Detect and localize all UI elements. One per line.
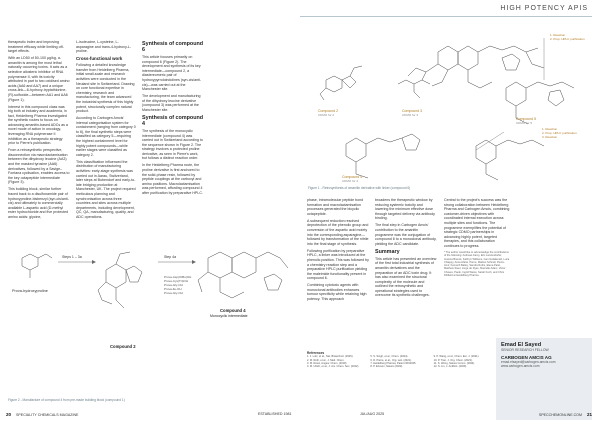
paragraph: In the Heidelberg Pharma route, the proline derivative is first anchored to the solid-phase resin, followed by peptide couplings at the carboxyl and amino positions. Macrolactamisation was performed, affording compound 4 after purification by preparative HPLC. bbox=[142, 163, 203, 196]
paragraph: Following a detailed knowledge transfer from Heidelberg Pharma, initial small-scale and research activities were conducted in the Neuland site in Switzerland. Drawing on core functional expertise in chemistry, research and manufacturing, the team advanced the industrial synthesis of this highly potent, structurally complex natural product. bbox=[76, 63, 135, 114]
figure-1-caption: Figure 1 - Retrosynthesis of amanitin derivative with linker (compound 6) bbox=[308, 186, 411, 190]
reference-item: 1. J. Lutz, et al., Nat. Biotechnol. (2025). bbox=[307, 355, 354, 359]
compound-4-label: Compound 4 bbox=[342, 175, 363, 179]
text-column-2 bbox=[76, 40, 136, 222]
figure-1-step-note-2b: 2. Prep. HPLC purification bbox=[542, 131, 577, 135]
amino-acid-label: Prova-Cys(Trt)OH bbox=[164, 279, 189, 283]
reference-item: 6. D. Pierre, et al., Org. Lett. (2021). bbox=[370, 358, 412, 362]
text-column-3 bbox=[142, 40, 204, 198]
section-heading: Cross-functional work bbox=[76, 56, 123, 62]
figure-1-structures bbox=[306, 28, 594, 188]
section-heading: Summary bbox=[375, 248, 400, 255]
magazine-name: SPECIALITY CHEMICALS MAGAZINE bbox=[16, 413, 79, 417]
arrow-step-2-head bbox=[192, 260, 196, 264]
paragraph: This classification influenced the distribution of manufacturing activities: early-stage synthesis was carried out in Aarau, Switzerland, later steps at Bubendorf and early-to-late bridging production at Manchester, UK. The project required meticulous planning and synchronisation across three countries and sites across multiple departments, including development, QC, QA, manufacturing, quality, and ADC operations. bbox=[76, 159, 136, 219]
compound-2-structure bbox=[98, 252, 142, 308]
compound-3-structure bbox=[398, 72, 430, 98]
author-name: Emad El Sayed bbox=[501, 342, 542, 348]
author-box bbox=[496, 338, 592, 420]
paragraph: therapeutic index and improving treatment efficacy while limiting off-target effects. bbox=[8, 40, 64, 54]
paragraph: Central to the project's success was the strong collaboration between Heidelberg Pharma and Carbogen Amcis, combining customer-driven objectives with coordinated internal execution across multiple sites and functions. The programme exemplifies the potential of strategic CDMO partnerships in advancing highly potent, targeted therapies, and this collaboration continues to progress. bbox=[444, 198, 510, 248]
figure-1-step-note-2: 1. Reaction bbox=[542, 127, 558, 131]
compound-2-sublabel: CDMO for 2 bbox=[318, 113, 335, 117]
amino-acid-label: Prova-Gly-OH bbox=[164, 283, 183, 287]
footer-issue: JUL/AUG 2025 bbox=[360, 412, 385, 416]
compound-3-sublabel: CDMO for 3 bbox=[402, 113, 419, 117]
paragraph: phase, intramolecular peptide bond formation and macrolactamisation processes generated the bicyclic octapeptide. bbox=[307, 198, 364, 216]
amino-acid-label: Prova-Asp(OtBu)OH bbox=[164, 275, 192, 279]
precursor-structure bbox=[22, 254, 52, 278]
footer-website[interactable]: SPECCHEMONLINE.COM bbox=[538, 413, 582, 417]
text-column-5 bbox=[375, 198, 437, 300]
compound-5-label: Compound 5 bbox=[516, 117, 537, 121]
compound-4-caption: Compound 4 bbox=[220, 308, 246, 313]
precursor-label: Prova-hydroxyproline bbox=[12, 289, 48, 293]
paragraph: The final step in Carbogen Amcis' contribution to the amanitin programme was the conjugation of compound 6 to a monoclonal antibody, yielding the ADC candidate. bbox=[375, 223, 437, 246]
paragraph: This article has presented an overview of the first total industrial synthesis of amanitin derivatives and the preparation of an ADC toxin drug. It has also examined the structural complexity of the molecule and outlined the retrosynthetic and operational strategies used to overcome its synthetic challenges. bbox=[375, 256, 437, 298]
paragraph: Interest in this compound class was big both at industry and academia, in fact, Heidelberg Pharma investigated the synthetic routes to focus on advancing amanitin-based ADCs as a novel mode of action in oncology, leveraging RNA polymerase II inhibition as a therapeutic strategy prior to Pierre's publication. bbox=[8, 104, 68, 146]
text-column-6 bbox=[444, 198, 510, 277]
figure-2-structures bbox=[8, 238, 298, 404]
text-column-1 bbox=[8, 40, 70, 222]
footer-established: ESTABLISHED 1981 bbox=[258, 412, 292, 416]
reference-item: 11. S. Wong, Nature Comm. (2024). bbox=[433, 361, 475, 365]
text-column-4 bbox=[307, 198, 369, 304]
author-website[interactable]: www.carbogen-amcis.com bbox=[501, 364, 540, 369]
author-email[interactable]: emad.elsayed@carbogen-amcis.com bbox=[501, 360, 556, 364]
compound-2-caption: Compound 2 bbox=[110, 344, 136, 349]
paragraph: L-isoleucine, L-cysteine, L-asparagine and trans-4-hydroxy-L-proline. bbox=[76, 40, 132, 54]
amino-acid-label: Prova-Gly-OH bbox=[164, 291, 183, 295]
reference-item: 4. M. Ulrich, et al., J. Am. Chem. Soc. (2022). bbox=[307, 365, 360, 369]
compound-4-structure bbox=[198, 252, 288, 298]
figure-2-caption: Figure 2 - Manufacture of compound 4 from pre-made building block (compound 1) bbox=[8, 398, 125, 402]
compound-2-label: Compound 2 bbox=[318, 109, 339, 113]
arrow-step-1-head bbox=[92, 260, 96, 264]
step-1-label: Steps 1 – 3a bbox=[62, 255, 82, 259]
figure-1-step-note-2c: 3. Reaction bbox=[542, 135, 558, 139]
footer-left bbox=[6, 412, 78, 417]
paragraph: The development and manufacturing of the dihydroxy leucine derivative (compound 3) was performed at the Manchester site. bbox=[142, 94, 201, 112]
paragraph: Combining cytotoxic agents with monoclonal antibodies enhances tumour specificity while retaining high potency. This approach bbox=[307, 283, 367, 302]
section-heading: Synthesis of compound 4 bbox=[142, 114, 204, 127]
paragraph: From a retrosynthetic perspective, disconnection via macrolactamisation between the dihydroxy leucine (AA3) and the masked tyrosine (AA6) derivatives, followed by a Savige–Fontana cyclisation, enables access to the key octapeptide intermediate (Figure 3). bbox=[8, 148, 70, 185]
reference-item: 2. M. Roth, et al., J. Med. Chem. bbox=[307, 358, 345, 362]
compound-3-label: Compound 3 bbox=[402, 109, 423, 113]
section-heading: Synthesis of compound 6 bbox=[142, 41, 204, 53]
reference-item: 3. M. Rossi, Angew. Chem. (2019). bbox=[307, 361, 348, 365]
reference-item: 5. S. Singh, et al., Chem. (2024). bbox=[370, 355, 409, 359]
figure-1-step-note-1b: 2. Prep. HPLC purification bbox=[550, 37, 585, 41]
references bbox=[307, 352, 493, 368]
paragraph: With an LD50 of 50-100 μg/kg, α-amanitin is among the most lethal naturally occurring toxins. It acts as a selective allosteric inhibitor of RNA polymerase II, with its toxicity attributed in part to two oxidised amino acids (AA6 and AA7) and a unique cross-link—6-hydroxy-tryptathionine-(R)-sulfoxide—between AA1 and AA6 (Figure 1). bbox=[8, 56, 70, 102]
reference-item: 9. P. Wang, et al., Chem. Eur. J. (2021). bbox=[433, 355, 480, 359]
reference-item: 8. P. Ericson, Nature (2022). bbox=[370, 365, 403, 369]
paragraph: This article focuses primarily on compound 6 (Figure 2). The development and synthesis of its key intermediate—compound 2, a diastereomeric pair of hydroxypyrroloindolines (syn-cis/anti-cis)—was carried out at the Manchester site. bbox=[142, 55, 202, 92]
footer-right bbox=[539, 412, 592, 417]
author-role: SENIOR RESEARCH FELLOW bbox=[501, 348, 549, 352]
reference-item: 7. Heidelberg Pharma, Patent WO2025. bbox=[370, 361, 417, 365]
paragraph: A subsequent reduction resolved deprotection of the phenolic group and conversion of the aspartic acid moiety into the corresponding asparagine—followed by transformation of the nitrile into the final stage of synthesis. bbox=[307, 218, 369, 246]
reference-item: 12. S. Lin, J. Antibiot. (2020). bbox=[433, 365, 467, 369]
compound-4-subcaption: Monocyclic intermediate bbox=[210, 314, 248, 318]
paragraph: The synthesis of the monocyclic intermediate (compound 4) was carried out in Switzerland according to the sequence shown in Figure 2. The strategy involves a protected proline derivative, as seen in Pierre's work, but follows a distinct reaction order. bbox=[142, 128, 203, 161]
amino-acid-label: Prova-Ile-OH bbox=[164, 287, 182, 291]
compound-2-structure bbox=[320, 66, 362, 100]
paragraph: Following purification by preparative HPLC, a linker was introduced at the phenolic position. This was followed by a chemistry reaction step and a preparative HPLC purification yielding the maleimide functionality present in compound 6. bbox=[307, 248, 369, 281]
arrow-diag-1 bbox=[476, 132, 504, 150]
paragraph: According to Carbogen Amcis' internal categorisation system for containment (ranging from category 0 to 6), the final synthetic steps were classified as category 5—requiring the highest containment level for highly potent compounds—while earlier stages were classified as category 2. bbox=[76, 116, 136, 157]
page-number-left: 20 bbox=[6, 412, 12, 417]
page-number-right: 21 bbox=[586, 412, 592, 417]
references-heading: References bbox=[307, 351, 325, 355]
acknowledgement-footnote: * The author would like to acknowledge the contributions of the following: Andreas Kamy, Eric Lanzendorfer, Jessica Breuck, Kathryn Williams, Ivan Gokalenski, Luca Chiappy, Anne-Marie, Pierre, Markus Schnell, Pierre-Amir, Kenneth Bailey, Sandra Ruths, Elena Patel, Matthew Steel, Jorge de Ryan, Marcelle Adam, Victor Chaves, Paolo, Ingrid Weiss, Sarah Koch, and Chris Dittfield at Heidelberg Pharma. bbox=[444, 250, 510, 277]
paragraph: This building block, similar further traced back to a disulfonamide pair of hydroxyproline-bisbenzyl (syn-cis/anti-cis) and ultimately to commercially available L-aspartic acid (D-methyl ester hydrochloride and five protected amino acids: glycine, bbox=[8, 187, 69, 219]
author-organisation: CARBOGEN AMCIS AG bbox=[501, 355, 552, 360]
section-header: HIGH POTENCY APIS bbox=[500, 5, 588, 12]
compound-6-structure bbox=[408, 46, 544, 88]
figure-1-step-note-1: 1. Reaction bbox=[550, 33, 566, 37]
header-rule bbox=[300, 16, 592, 17]
compound-4-sublabel: CDMO for 4 bbox=[342, 179, 359, 183]
compound-5-repeat-structure bbox=[476, 140, 544, 180]
figure-1 bbox=[306, 28, 594, 188]
paragraph: broadens the therapeutic window by reducing systemic toxicity and lowering the minimum effective dose through targeted delivery via antibody binding. bbox=[375, 198, 435, 221]
figure-2 bbox=[8, 238, 298, 410]
reference-item: 10. P. Tran, J. Org. Chem. (2023). bbox=[433, 358, 473, 362]
compound-4-structure bbox=[346, 134, 420, 178]
step-2-label: Step 4a bbox=[164, 255, 177, 259]
compound-5-sublabel: CDMO for 5 bbox=[516, 121, 533, 125]
